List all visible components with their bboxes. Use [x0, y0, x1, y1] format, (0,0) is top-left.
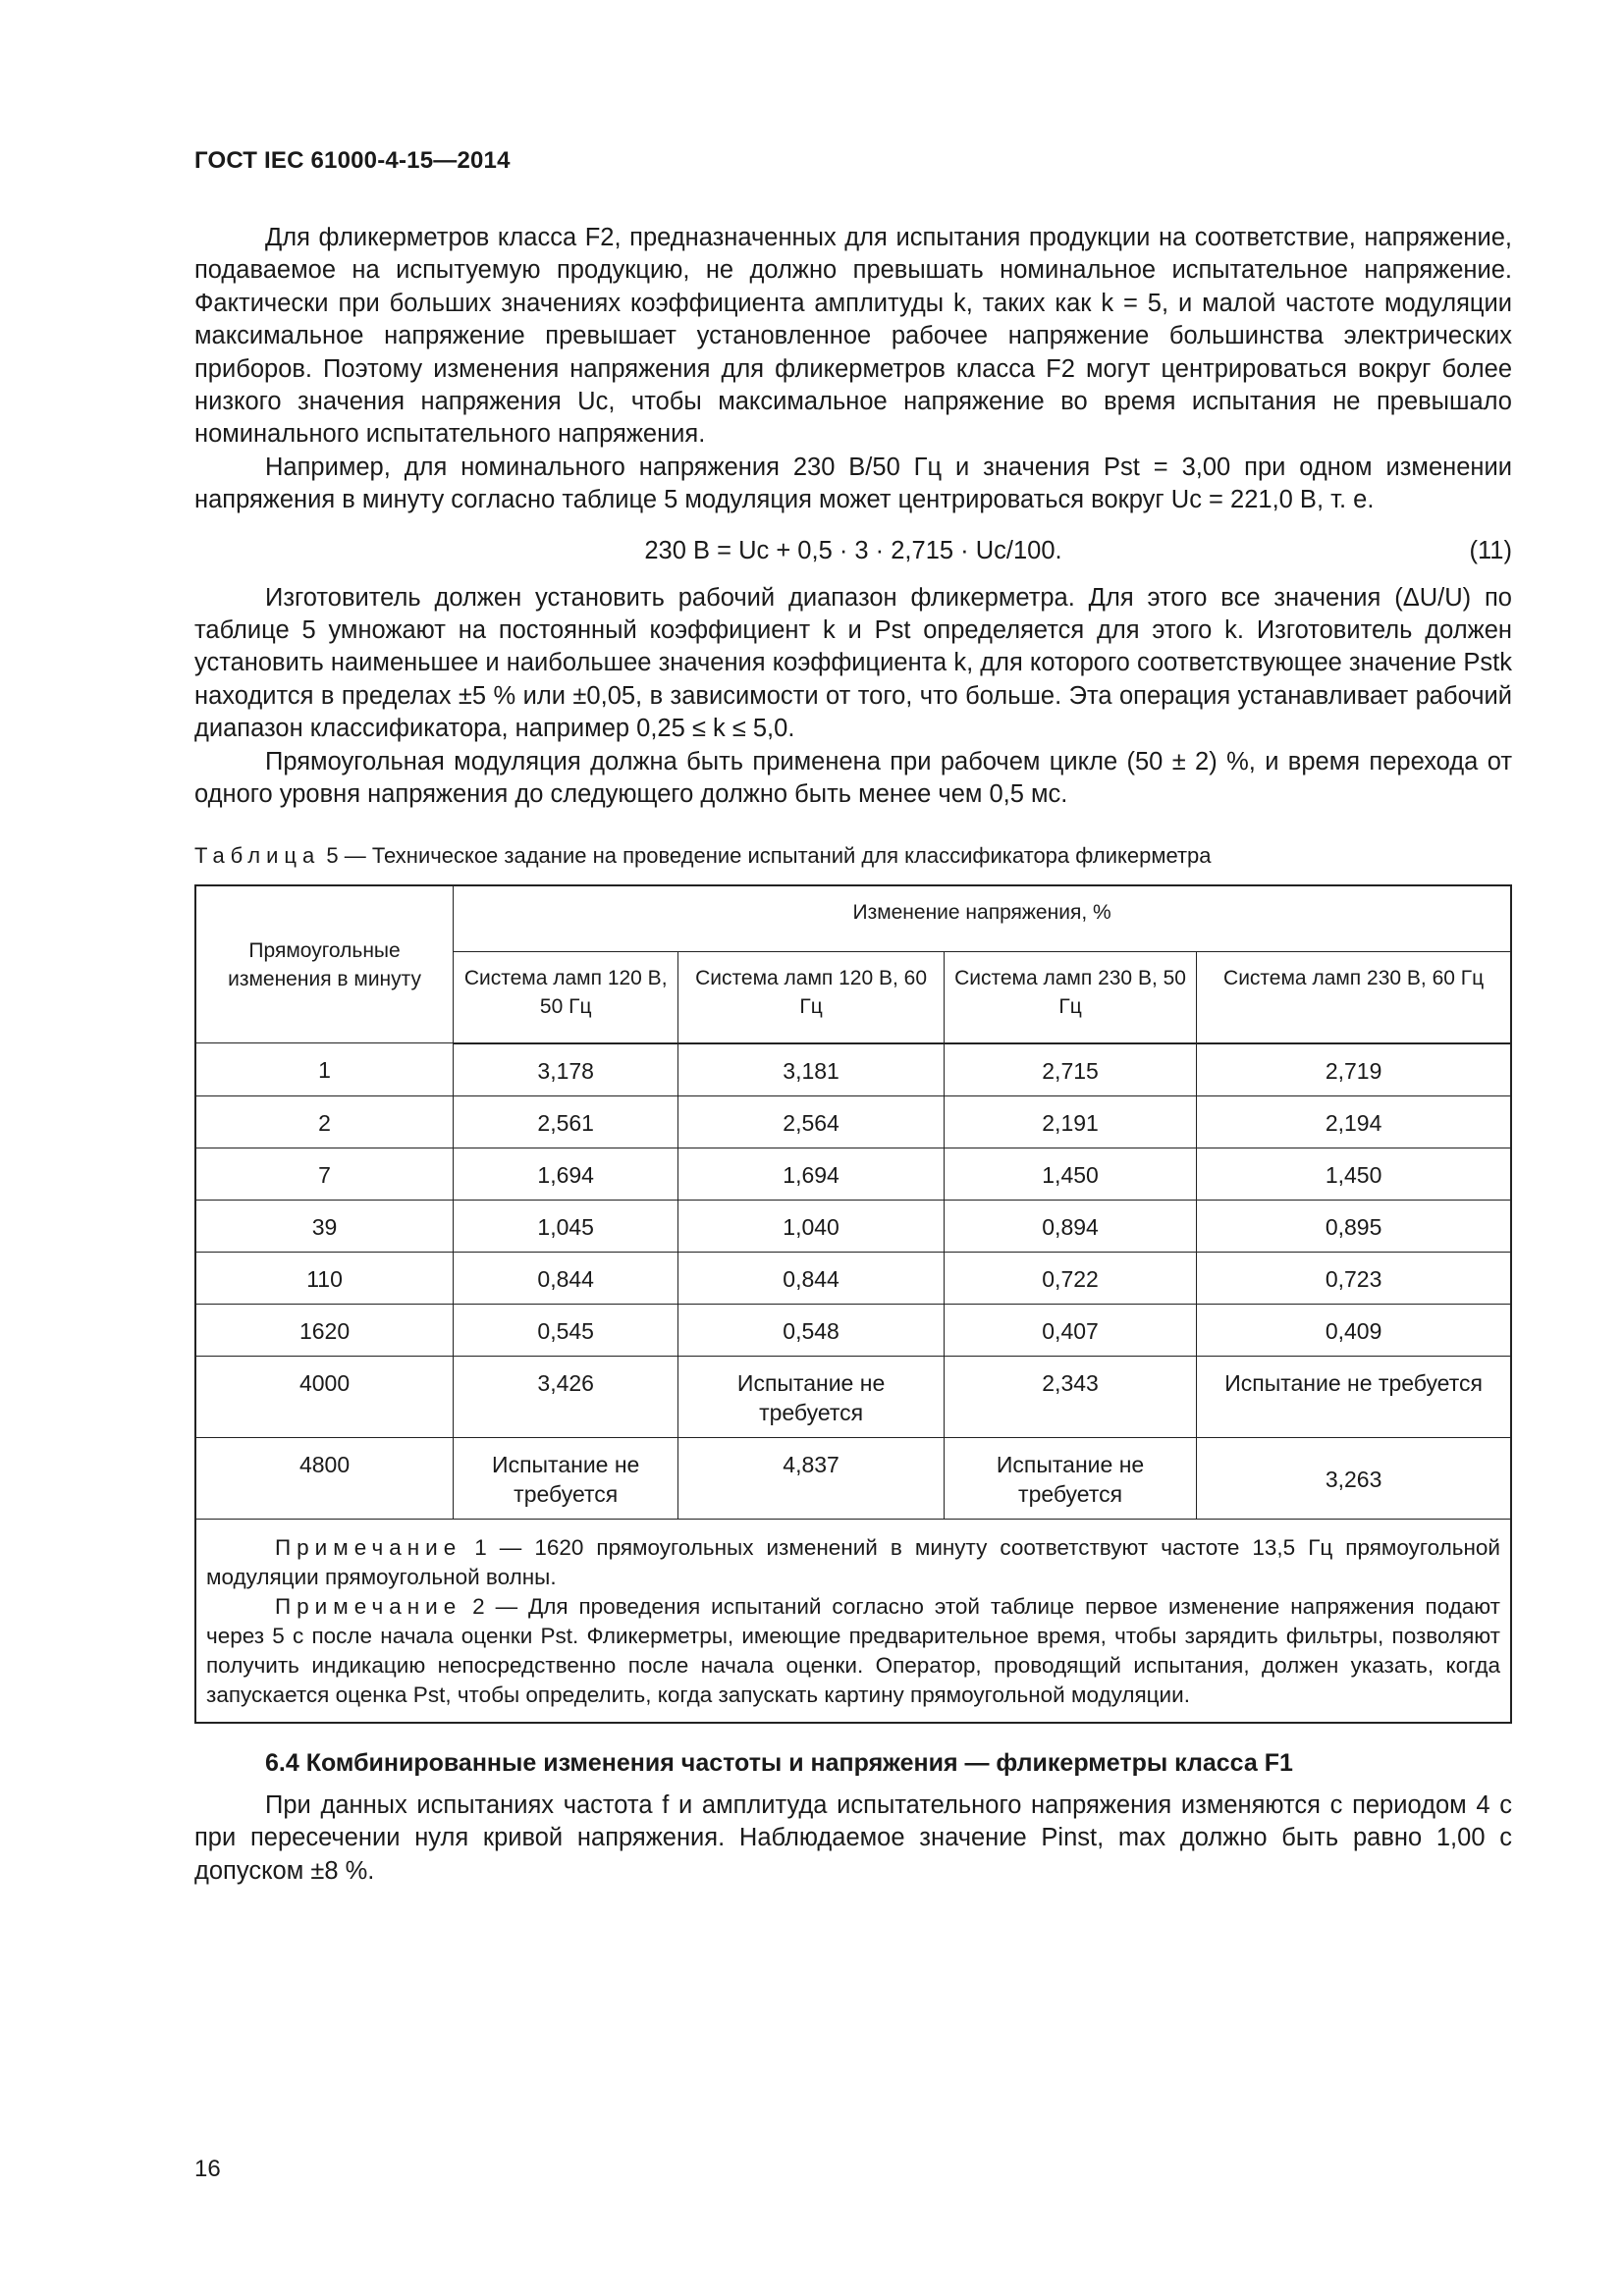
- table-cell: 0,844: [678, 1252, 945, 1304]
- table-cell: 3,426: [454, 1356, 678, 1437]
- note-text: 1 — 1620 прямоугольных изменений в минуту соответствуют частоте 13,5 Гц прямоугольной модуляции прямоугольной волны.: [206, 1534, 1500, 1589]
- table-row: [195, 1304, 1511, 1356]
- table-cell: 0,722: [944, 1252, 1196, 1304]
- page-number: 16: [194, 2156, 221, 2182]
- table-cell: 1: [195, 1043, 454, 1096]
- formula-11: [194, 535, 1512, 568]
- table-notes: [195, 1519, 1511, 1723]
- table-cell: 1620: [195, 1304, 454, 1356]
- table-row: [195, 1200, 1511, 1252]
- table-caption-label: Таблица: [194, 842, 321, 868]
- table-cell: 3,263: [1197, 1437, 1511, 1519]
- table-cell: 2,719: [1197, 1043, 1511, 1096]
- table-cell: 0,409: [1197, 1304, 1511, 1356]
- table-cell: 2,564: [678, 1095, 945, 1148]
- table-cell: 1,694: [454, 1148, 678, 1200]
- table-cell: 0,548: [678, 1304, 945, 1356]
- table-cell: 39: [195, 1200, 454, 1252]
- formula-number: (11): [1469, 536, 1512, 564]
- table-cell: 2,191: [944, 1095, 1196, 1148]
- table-cell: 0,895: [1197, 1200, 1511, 1252]
- table-note-1: [206, 1533, 1500, 1592]
- table-cell: 4800: [195, 1437, 454, 1519]
- section-heading: 6.4 Комбинированные изменения частоты и напряжения — фликерметры класса F1: [265, 1748, 1293, 1777]
- table-cell: Испытание не требуется: [454, 1437, 678, 1519]
- col-voltage-change: Изменение напряжения, %: [454, 885, 1511, 952]
- table-cell: 110: [195, 1252, 454, 1304]
- table-cell: 0,723: [1197, 1252, 1511, 1304]
- table-cell: 1,694: [678, 1148, 945, 1200]
- table-cell: 1,450: [1197, 1148, 1511, 1200]
- note-text: 2 — Для проведения испытаний согласно этой таблице первое изменение напряжения подают через 5 с после начала оценки Pst. Фликерметры, имеющие предварительное время, чтобы зарядить фильтры, позволяют получить индикацию непосредственно после начала оценки. Оператор, проводящий испытания, должен указать, когда запускается оценка Pst, чтобы определить, когда запускать картину прямоугольной модуляции.: [206, 1593, 1500, 1707]
- col-230v-50hz: Система ламп 230 В, 50 Гц: [944, 951, 1196, 1043]
- table-caption-text: 5 — Техническое задание на проведение испытаний для классификатора фликерметра: [326, 842, 1212, 868]
- paragraph-4: Прямоугольная модуляция должна быть применена при рабочем цикле (50 ± 2) %, и время перехода от одного уровня напряжения до следующего должно быть менее чем 0,5 мс.: [194, 747, 1512, 809]
- flickermeter-test-table: [194, 884, 1512, 1724]
- table-cell: 0,407: [944, 1304, 1196, 1356]
- table-row: [195, 1437, 1511, 1519]
- document-header: ГОСТ IEC 61000-4-15—2014: [194, 147, 511, 174]
- table-cell: 1,040: [678, 1200, 945, 1252]
- note-label: Примечание: [275, 1534, 462, 1560]
- table-cell: 0,545: [454, 1304, 678, 1356]
- col-120v-60hz: Система ламп 120 В, 60 Гц: [678, 951, 945, 1043]
- table-row: [195, 1356, 1511, 1437]
- table-cell: 2,343: [944, 1356, 1196, 1437]
- formula-text: 230 В = Uc + 0,5 · 3 · 2,715 · Uc/100.: [644, 536, 1062, 564]
- table-notes-row: [195, 1519, 1511, 1723]
- page-content: [194, 222, 1512, 1888]
- table-cell: 2,194: [1197, 1095, 1511, 1148]
- table-cell: 0,844: [454, 1252, 678, 1304]
- table-cell: 3,178: [454, 1043, 678, 1096]
- table-cell: 2: [195, 1095, 454, 1148]
- table-row: [195, 1095, 1511, 1148]
- table-cell: 7: [195, 1148, 454, 1200]
- section-paragraph: При данных испытаниях частота f и амплитуда испытательного напряжения изменяются с периодом 4 с при пересечении нуля кривой напряжения. Наблюдаемое значение Pinst, max должно быть равно 1,00 с допуском ±8 %.: [194, 1790, 1512, 1885]
- table-cell: 1,450: [944, 1148, 1196, 1200]
- table-cell: 0,894: [944, 1200, 1196, 1252]
- table-cell: 2,715: [944, 1043, 1196, 1096]
- table-row: [195, 1043, 1511, 1096]
- table-cell: Испытание не требуется: [1197, 1356, 1511, 1437]
- table-cell: 4,837: [678, 1437, 945, 1519]
- col-changes-per-minute: Прямоугольные изменения в минуту: [195, 885, 454, 1043]
- col-120v-50hz: Система ламп 120 В, 50 Гц: [454, 951, 678, 1043]
- table-cell: Испытание не требуется: [944, 1437, 1196, 1519]
- table-row: [195, 1148, 1511, 1200]
- table-cell: 4000: [195, 1356, 454, 1437]
- table-note-2: [206, 1592, 1500, 1710]
- col-230v-60hz: Система ламп 230 В, 60 Гц: [1197, 951, 1511, 1043]
- note-label: Примечание: [275, 1593, 462, 1619]
- table-caption: [194, 841, 1512, 871]
- table-row: [195, 1252, 1511, 1304]
- table-cell: 2,561: [454, 1095, 678, 1148]
- paragraph-1: Для фликерметров класса F2, предназначенных для испытания продукции на соответствие, напряжение, подаваемое на испытуемую продукцию, не должно превышать номинальное испытательное напряжение. Фактически при больших значениях коэффициента амплитуды k, таких как k = 5, и малой частоте модуляции максимальное напряжение превышает установленное рабочее напряжение большинства электрических приборов. Поэтому изменения напряжения для фликерметров класса F2 могут центрироваться вокруг более низкого значения напряжения Uc, чтобы максимальное напряжение во время испытания не превышало номинального испытательного напряжения.: [194, 224, 1512, 449]
- table-cell: 3,181: [678, 1043, 945, 1096]
- table-cell: Испытание не требуется: [678, 1356, 945, 1437]
- paragraph-3: Изготовитель должен установить рабочий диапазон фликерметра. Для этого все значения (ΔU/U) по таблице 5 умножают на постоянный коэффициент k и Pst определяется для этого k. Изготовитель должен установить наименьшее и наибольшее значения коэффициента k, для которого соответствующее значение Pstk находится в пределах ±5 % или ±0,05, в зависимости от того, что больше. Эта операция устанавливает рабочий диапазон классификатора, например 0,25 ≤ k ≤ 5,0.: [194, 583, 1512, 743]
- table-cell: 1,045: [454, 1200, 678, 1252]
- paragraph-2: Например, для номинального напряжения 230 В/50 Гц и значения Pst = 3,00 при одном изменении напряжения в минуту согласно таблице 5 модуляция может центрироваться вокруг Uc = 221,0 В, т. е.: [194, 453, 1512, 514]
